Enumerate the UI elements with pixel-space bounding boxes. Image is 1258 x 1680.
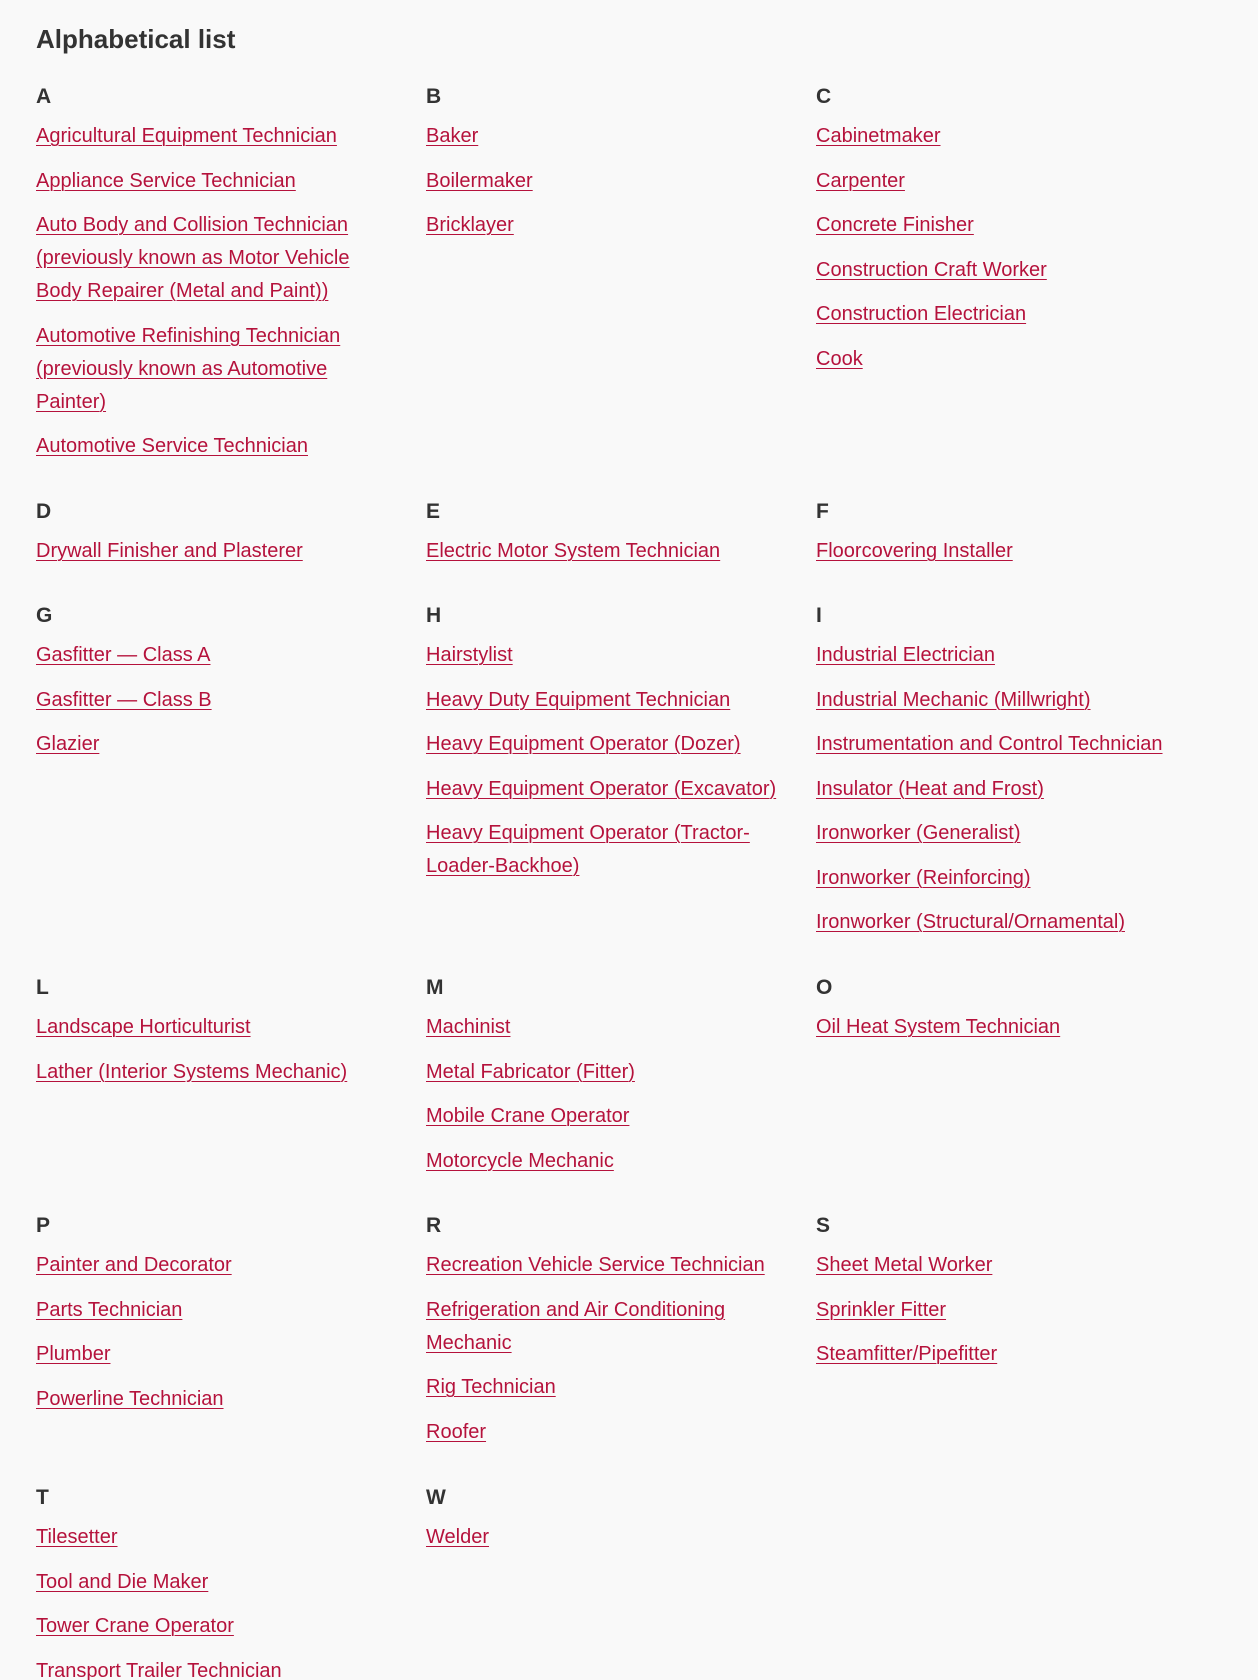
trade-link[interactable]: Painter and Decorator bbox=[36, 1254, 232, 1276]
letter-group-o bbox=[816, 975, 1176, 1056]
list-item bbox=[426, 639, 786, 672]
letter-heading: F bbox=[816, 500, 829, 523]
trade-link[interactable]: Baker bbox=[426, 125, 479, 147]
trade-link[interactable]: Construction Craft Worker bbox=[816, 258, 1047, 281]
trade-link[interactable]: Ironworker (Structural/Ornamental) bbox=[816, 911, 1125, 933]
link-list bbox=[36, 1011, 396, 1089]
list-item bbox=[816, 343, 1176, 376]
trade-link[interactable]: Drywall Finisher and Plasterer bbox=[36, 540, 303, 562]
trade-link[interactable]: Industrial Electrician bbox=[816, 644, 995, 666]
trade-link[interactable]: Glazier bbox=[36, 733, 100, 755]
trade-link[interactable]: Appliance Service Technician bbox=[36, 169, 296, 192]
trade-link[interactable]: Industrial Mechanic (Millwright) bbox=[816, 688, 1091, 711]
letter-group-a bbox=[36, 84, 396, 475]
letter-heading: R bbox=[426, 1214, 442, 1237]
link-list bbox=[816, 1011, 1176, 1044]
trade-link[interactable]: Automotive Service Technician bbox=[36, 435, 308, 457]
list-item bbox=[426, 120, 786, 153]
trade-link[interactable]: Lather (Interior Systems Mechanic) bbox=[36, 1060, 348, 1083]
letter-heading: I bbox=[816, 604, 822, 627]
list-item bbox=[36, 120, 396, 153]
trade-link[interactable]: Ironworker (Reinforcing) bbox=[816, 866, 1031, 889]
list-item bbox=[36, 1521, 396, 1554]
page-title: Alphabetical list bbox=[36, 24, 236, 54]
letter-heading: B bbox=[426, 85, 442, 108]
letter-heading: P bbox=[36, 1214, 51, 1237]
list-item bbox=[816, 862, 1176, 895]
link-list bbox=[36, 120, 396, 463]
trade-link[interactable]: Plumber bbox=[36, 1343, 111, 1365]
link-list bbox=[816, 1249, 1176, 1371]
list-item bbox=[816, 773, 1176, 806]
letter-group-d bbox=[36, 499, 396, 580]
list-item bbox=[816, 684, 1176, 717]
trade-link[interactable]: Cook bbox=[816, 347, 863, 370]
list-item bbox=[816, 120, 1176, 153]
list-item bbox=[36, 430, 396, 463]
list-item bbox=[816, 254, 1176, 287]
letter-heading: W bbox=[426, 1486, 446, 1509]
list-item bbox=[36, 684, 396, 717]
letter-group-w bbox=[426, 1485, 786, 1566]
trade-link[interactable]: Rig Technician bbox=[426, 1376, 556, 1398]
list-item bbox=[426, 817, 786, 883]
list-item bbox=[36, 209, 396, 308]
link-list bbox=[426, 1521, 786, 1554]
letter-group-l bbox=[36, 975, 396, 1100]
list-item bbox=[816, 298, 1176, 331]
letter-group-f bbox=[816, 499, 1176, 580]
letter-heading: L bbox=[36, 976, 49, 999]
trade-link[interactable]: Welder bbox=[426, 1526, 489, 1548]
list-item bbox=[816, 639, 1176, 672]
trade-link[interactable]: Heavy Equipment Operator (Dozer) bbox=[426, 733, 741, 755]
list-item bbox=[426, 1416, 786, 1449]
letter-heading: S bbox=[816, 1214, 831, 1237]
link-list bbox=[426, 1249, 786, 1449]
list-item bbox=[426, 1100, 786, 1133]
trade-link[interactable]: Metal Fabricator (Fitter) bbox=[426, 1060, 635, 1083]
trade-link[interactable]: Transport Trailer Technician bbox=[36, 1659, 282, 1680]
list-item bbox=[816, 1249, 1176, 1282]
trade-link[interactable]: Mobile Crane Operator bbox=[426, 1105, 630, 1127]
link-list bbox=[426, 639, 786, 883]
list-item bbox=[36, 1249, 396, 1282]
letter-group-p bbox=[36, 1213, 396, 1427]
list-item bbox=[426, 728, 786, 761]
trade-link[interactable]: Machinist bbox=[426, 1016, 511, 1038]
trade-link[interactable]: Concrete Finisher bbox=[816, 214, 974, 236]
list-item bbox=[816, 1338, 1176, 1371]
list-item bbox=[816, 1011, 1176, 1044]
list-item bbox=[426, 1056, 786, 1089]
list-item bbox=[816, 165, 1176, 198]
list-item bbox=[816, 906, 1176, 939]
trade-link[interactable]: Heavy Equipment Operator (Excavator) bbox=[426, 777, 777, 800]
letter-heading: D bbox=[36, 500, 52, 523]
trade-link[interactable]: Automotive Refinishing Technician (previously known as Automotive Painter) bbox=[36, 324, 341, 413]
list-item bbox=[426, 684, 786, 717]
list-item bbox=[426, 1145, 786, 1178]
list-item bbox=[816, 1294, 1176, 1327]
list-item bbox=[426, 165, 786, 198]
trade-link[interactable]: Hairstylist bbox=[426, 644, 513, 666]
link-list bbox=[426, 120, 786, 242]
trade-link[interactable]: Tower Crane Operator bbox=[36, 1615, 234, 1637]
trade-link[interactable]: Bricklayer bbox=[426, 214, 514, 236]
letter-heading: G bbox=[36, 604, 53, 627]
letter-heading: A bbox=[36, 85, 52, 108]
trade-link[interactable]: Tilesetter bbox=[36, 1526, 118, 1548]
trade-link[interactable]: Gasfitter — Class A bbox=[36, 644, 211, 666]
link-list bbox=[426, 535, 786, 568]
trade-link[interactable]: Roofer bbox=[426, 1420, 487, 1443]
trade-link[interactable]: Boilermaker bbox=[426, 169, 533, 192]
trade-link[interactable]: Sprinkler Fitter bbox=[816, 1298, 947, 1321]
trade-link[interactable]: Gasfitter — Class B bbox=[36, 688, 212, 711]
list-item bbox=[816, 535, 1176, 568]
letter-group-r bbox=[426, 1213, 786, 1460]
list-item bbox=[36, 1655, 396, 1680]
list-item bbox=[426, 773, 786, 806]
list-item bbox=[36, 1338, 396, 1371]
letter-group-m bbox=[426, 975, 786, 1189]
letter-heading: H bbox=[426, 604, 442, 627]
list-item bbox=[36, 165, 396, 198]
list-item bbox=[426, 1371, 786, 1404]
trade-link[interactable]: Agricultural Equipment Technician bbox=[36, 125, 337, 147]
list-item bbox=[36, 1383, 396, 1416]
list-item bbox=[426, 1011, 786, 1044]
trade-link[interactable]: Auto Body and Collision Technician (previously known as Motor Vehicle Body Repairer (Metal and Paint)) bbox=[36, 214, 350, 302]
trade-link[interactable]: Steamfitter/Pipefitter bbox=[816, 1343, 998, 1365]
trade-link[interactable]: Instrumentation and Control Technician bbox=[816, 733, 1163, 755]
trade-link[interactable]: Parts Technician bbox=[36, 1298, 183, 1321]
trade-link[interactable]: Motorcycle Mechanic bbox=[426, 1149, 614, 1172]
trade-link[interactable]: Heavy Duty Equipment Technician bbox=[426, 688, 731, 711]
list-item bbox=[36, 1011, 396, 1044]
list-item bbox=[36, 320, 396, 419]
list-item bbox=[36, 1056, 396, 1089]
trade-link[interactable]: Construction Electrician bbox=[816, 303, 1027, 325]
list-item bbox=[426, 209, 786, 242]
trade-link[interactable]: Recreation Vehicle Service Technician bbox=[426, 1254, 765, 1276]
trade-link[interactable]: Landscape Horticulturist bbox=[36, 1016, 251, 1038]
list-item bbox=[816, 209, 1176, 242]
letter-group-i bbox=[816, 603, 1176, 951]
trade-link[interactable]: Powerline Technician bbox=[36, 1387, 224, 1410]
link-list bbox=[36, 1521, 396, 1680]
list-item bbox=[426, 1294, 786, 1360]
list-item bbox=[36, 1610, 396, 1643]
trade-link[interactable]: Oil Heat System Technician bbox=[816, 1016, 1061, 1038]
list-item bbox=[36, 535, 396, 568]
list-item bbox=[426, 1521, 786, 1554]
link-list bbox=[36, 639, 396, 761]
letter-heading: T bbox=[36, 1486, 49, 1509]
letter-group-t bbox=[36, 1485, 396, 1680]
letter-group-g bbox=[36, 603, 396, 773]
list-item bbox=[36, 1566, 396, 1599]
trade-link[interactable]: Floorcovering Installer bbox=[816, 540, 1013, 562]
link-list bbox=[816, 535, 1176, 568]
trade-link[interactable]: Sheet Metal Worker bbox=[816, 1254, 993, 1276]
link-list bbox=[36, 1249, 396, 1416]
trade-link[interactable]: Tool and Die Maker bbox=[36, 1570, 209, 1593]
letter-heading: O bbox=[816, 976, 833, 999]
list-item bbox=[816, 817, 1176, 850]
letter-heading: M bbox=[426, 976, 444, 999]
letter-group-e bbox=[426, 499, 786, 580]
list-item bbox=[36, 639, 396, 672]
link-list bbox=[36, 535, 396, 568]
letter-group-b bbox=[426, 84, 786, 254]
list-item bbox=[426, 1249, 786, 1282]
trade-link[interactable]: Refrigeration and Air Conditioning Mechanic bbox=[426, 1298, 726, 1354]
list-item bbox=[816, 728, 1176, 761]
letter-heading: C bbox=[816, 85, 832, 108]
trade-link[interactable]: Insulator (Heat and Frost) bbox=[816, 777, 1044, 800]
link-list bbox=[816, 639, 1176, 939]
trade-link[interactable]: Heavy Equipment Operator (Tractor-Loader-Backhoe) bbox=[426, 822, 750, 877]
trade-link[interactable]: Ironworker (Generalist) bbox=[816, 822, 1021, 844]
list-item bbox=[36, 728, 396, 761]
letter-group-s bbox=[816, 1213, 1176, 1383]
letter-group-c bbox=[816, 84, 1176, 387]
list-item bbox=[36, 1294, 396, 1327]
link-list bbox=[816, 120, 1176, 376]
link-list bbox=[426, 1011, 786, 1178]
trade-link[interactable]: Electric Motor System Technician bbox=[426, 540, 721, 562]
list-item bbox=[426, 535, 786, 568]
letter-group-h bbox=[426, 603, 786, 895]
trade-link[interactable]: Carpenter bbox=[816, 169, 905, 192]
letter-heading: E bbox=[426, 500, 441, 523]
trade-link[interactable]: Cabinetmaker bbox=[816, 125, 941, 147]
